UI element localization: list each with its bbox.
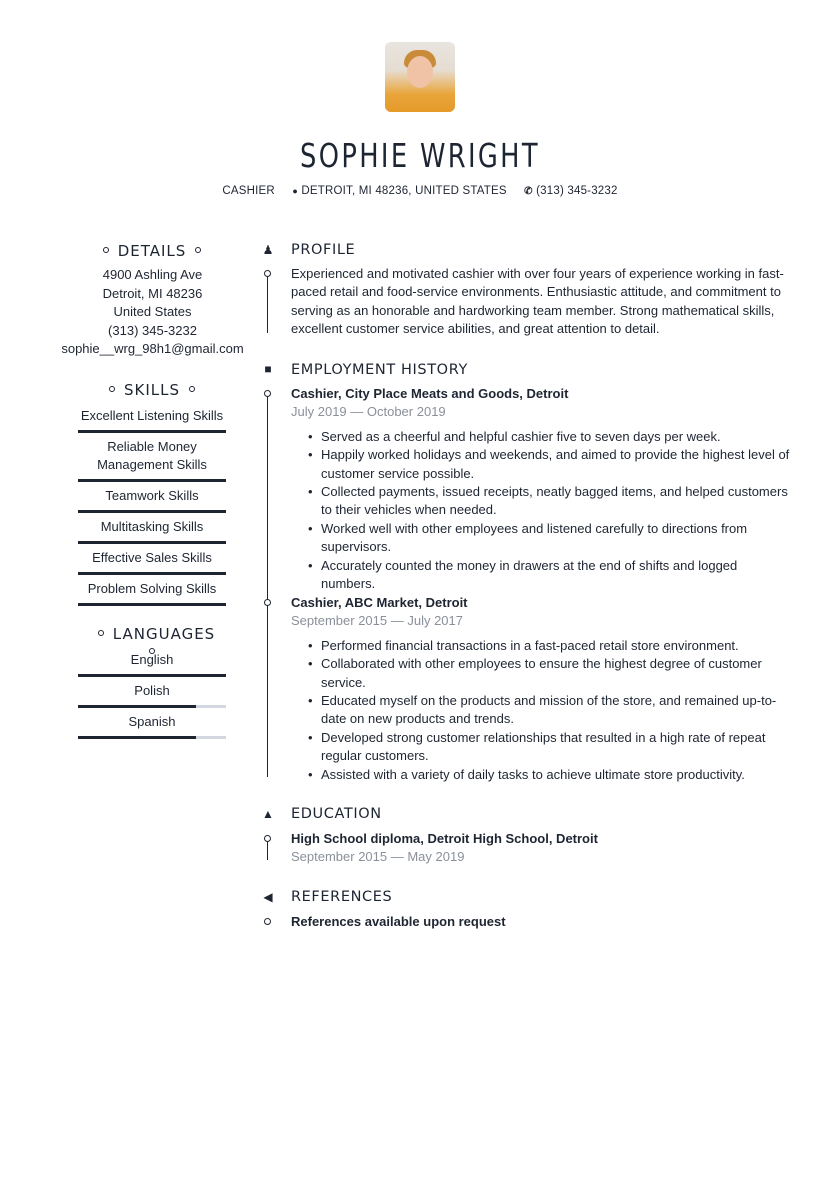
- skill-item: Teamwork Skills: [78, 487, 226, 513]
- references-heading: REFERENCES: [291, 889, 393, 905]
- profile-heading: PROFILE: [291, 242, 356, 258]
- address: 4900 Ashling Ave: [102, 267, 203, 282]
- skills-heading: SKILLS: [78, 381, 226, 399]
- profile-photo: [385, 42, 455, 112]
- details-phone: (313) 345-3232: [108, 322, 197, 338]
- email-link[interactable]: sophie__wrg_98h1@gmail.com: [61, 341, 244, 356]
- megaphone-icon: ◀: [263, 890, 273, 904]
- profile-text: Experienced and motivated cashier with over four years of experience working in fast-paced retail and food-service environments. Enthusiastic attitude, and commitment to serving as an honorable and hardworking team member. Strong mathematical skills, excellent customer service abilities, and great attention to detail.: [291, 266, 784, 337]
- timeline-line: [267, 841, 269, 860]
- briefcase-icon: ■: [264, 362, 272, 376]
- language-item: English: [78, 651, 226, 677]
- phone-icon: ✆: [524, 186, 533, 197]
- language-item: Polish: [78, 682, 226, 708]
- job-entry: Cashier, ABC Market, Detroit September 2015 — July 2017 • Performed financial transactions in a fast-paced retail store environment. • Collaborated with other employees to ensure the highest degree of customer service. • Educated myself on the products and mission of the store, and remained up-to-date on new products and trends. • Developed strong customer relationships that resulted in a high rate of repeat regular customers. • Assisted with a variety of daily tasks to achieve ultimate store productivity.: [291, 594, 791, 784]
- skill-item: Excellent Listening Skills: [78, 407, 226, 433]
- skill-item: Multitasking Skills: [78, 518, 226, 544]
- timeline-line: [267, 276, 269, 333]
- timeline-line: [267, 396, 269, 777]
- phone: (313) 345-3232: [536, 185, 618, 197]
- education-entry: High School diploma, Detroit High School, Detroit September 2015 — May 2019: [291, 831, 598, 865]
- person-icon: ♟: [262, 243, 274, 257]
- location-pin-icon: ●: [292, 186, 298, 196]
- bullet-knob: [264, 918, 271, 925]
- country: United States: [113, 304, 192, 319]
- location: DETROIT, MI 48236, UNITED STATES: [301, 185, 507, 197]
- city: Detroit, MI 48236: [102, 285, 203, 301]
- language-item: Spanish: [78, 713, 226, 739]
- skill-item: Reliable Money Management Skills: [78, 438, 226, 482]
- skill-item: Problem Solving Skills: [78, 580, 226, 606]
- graduation-cap-icon: ▲: [262, 807, 274, 821]
- employment-heading: EMPLOYMENT HISTORY: [291, 362, 468, 378]
- job-title: CASHIER: [222, 185, 275, 197]
- languages-heading: LANGUAGES: [78, 625, 226, 661]
- header-subline: [0, 185, 840, 197]
- details-block: [50, 266, 255, 359]
- job-entry: Cashier, City Place Meats and Goods, Detroit July 2019 — October 2019 • Served as a cheerful and helpful cashier five to seven days per week. • Happily worked holidays and weekends, and aimed to provide the highest level of customer service possible. • Collected payments, issued receipts, neatly bagged items, and helped customers to their vehicles when needed. • Worked well with other employees and listened carefully to directions from supervisors. • Accurately counted the money in drawers at the end of shifts and logged numbers.: [291, 385, 791, 593]
- references-text: References available upon request: [291, 914, 506, 929]
- candidate-name: SOPHIE WRIGHT: [300, 136, 540, 175]
- timeline-knob: [264, 599, 271, 606]
- details-heading: DETAILS: [78, 242, 226, 260]
- skill-item: Effective Sales Skills: [78, 549, 226, 575]
- education-heading: EDUCATION: [291, 806, 382, 822]
